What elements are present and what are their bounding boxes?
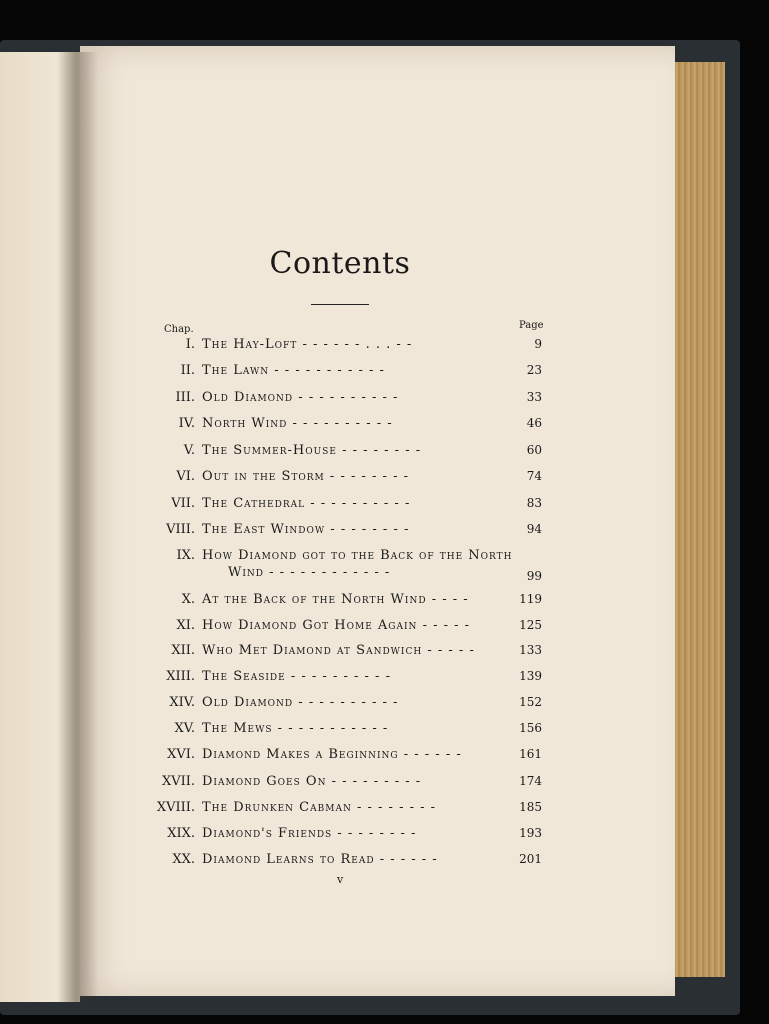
toc-page-number: 133 bbox=[519, 643, 542, 657]
toc-chapter-number: XVI. bbox=[167, 747, 195, 762]
toc-chapter-number: XV. bbox=[174, 721, 195, 736]
title-rule bbox=[311, 304, 369, 305]
toc-page-number: 94 bbox=[526, 522, 542, 536]
toc-chapter-number: III. bbox=[175, 390, 195, 405]
toc-chapter-title: At the Back of the North Wind - - - - bbox=[202, 592, 469, 607]
toc-row[interactable] bbox=[140, 496, 550, 518]
toc-page-number: 9 bbox=[534, 337, 542, 351]
toc-chapter-title: The Lawn - - - - - - - - - - - bbox=[202, 363, 385, 378]
toc-chapter-number: XI. bbox=[176, 618, 195, 633]
toc-chapter-number: II. bbox=[180, 363, 195, 378]
toc-page-number: 193 bbox=[519, 826, 542, 840]
toc-chapter-number: V. bbox=[183, 443, 195, 458]
page-folio: v bbox=[337, 873, 344, 886]
toc-chapter-number: X. bbox=[181, 592, 195, 607]
toc-row[interactable] bbox=[140, 592, 550, 614]
toc-row[interactable] bbox=[140, 721, 550, 743]
toc-row[interactable] bbox=[140, 548, 550, 592]
toc-chapter-number: VIII. bbox=[166, 522, 195, 537]
toc-page-number: 125 bbox=[519, 618, 542, 632]
toc-row[interactable] bbox=[140, 416, 550, 438]
toc-row[interactable] bbox=[140, 747, 550, 769]
book-gutter bbox=[58, 52, 98, 1002]
toc-page-number: 156 bbox=[519, 721, 542, 735]
toc-row[interactable] bbox=[140, 390, 550, 412]
toc-chapter-title: The Seaside - - - - - - - - - - bbox=[202, 669, 391, 684]
toc-chapter-title: Diamond Learns to Read - - - - - - bbox=[202, 852, 438, 867]
toc-row[interactable] bbox=[140, 469, 550, 491]
toc-row[interactable] bbox=[140, 618, 550, 640]
toc-chapter-number: XX. bbox=[172, 852, 195, 867]
toc-chapter-title: Who Met Diamond at Sandwich - - - - - bbox=[202, 643, 475, 658]
toc-chapter-title: Old Diamond - - - - - - - - - - bbox=[202, 695, 399, 710]
chap-header: Chap. bbox=[164, 324, 194, 335]
toc-page-number: 152 bbox=[519, 695, 542, 709]
toc-row[interactable] bbox=[140, 774, 550, 796]
page-edges bbox=[675, 62, 725, 977]
toc-chapter-title: Diamond Makes a Beginning - - - - - - bbox=[202, 747, 462, 762]
toc-page-number: 119 bbox=[519, 592, 542, 606]
toc-chapter-title: The Mews - - - - - - - - - - - bbox=[202, 721, 389, 736]
toc-page-number: 99 bbox=[526, 569, 542, 583]
toc-page-number: 83 bbox=[526, 496, 542, 510]
toc-chapter-title: How Diamond Got Home Again - - - - - bbox=[202, 618, 471, 633]
toc-chapter-title: Old Diamond - - - - - - - - - - bbox=[202, 390, 399, 405]
toc-row[interactable] bbox=[140, 852, 550, 874]
toc-row[interactable] bbox=[140, 363, 550, 385]
toc-chapter-number: VII. bbox=[171, 496, 195, 511]
toc-chapter-number: XVII. bbox=[161, 774, 195, 789]
toc-page-number: 33 bbox=[526, 390, 542, 404]
toc-row[interactable] bbox=[140, 522, 550, 544]
toc-chapter-title-continued: Wind - - - - - - - - - - - - bbox=[228, 565, 391, 580]
toc-row[interactable] bbox=[140, 695, 550, 717]
toc-chapter-number: XIV. bbox=[169, 695, 195, 710]
toc-chapter-title: North Wind - - - - - - - - - - bbox=[202, 416, 393, 431]
toc-row[interactable] bbox=[140, 443, 550, 465]
toc-chapter-title: The Drunken Cabman - - - - - - - - bbox=[202, 800, 437, 815]
toc-chapter-title: The Cathedral - - - - - - - - - - bbox=[202, 496, 411, 511]
toc-chapter-number: XVIII. bbox=[156, 800, 195, 815]
toc-page-number: 46 bbox=[526, 416, 542, 430]
toc-row[interactable] bbox=[140, 800, 550, 822]
toc-page-number: 74 bbox=[526, 469, 542, 483]
toc-chapter-number: IX. bbox=[176, 548, 195, 563]
toc-page-number: 23 bbox=[526, 363, 542, 377]
toc-chapter-number: XIX. bbox=[167, 826, 195, 841]
toc-page-number: 161 bbox=[519, 747, 542, 761]
toc-chapter-title: Diamond's Friends - - - - - - - - bbox=[202, 826, 417, 841]
toc-page-number: 60 bbox=[526, 443, 542, 457]
toc-page-number: 201 bbox=[519, 852, 542, 866]
toc-chapter-number: XII. bbox=[171, 643, 195, 658]
toc-chapter-title: How Diamond got to the Back of the North bbox=[202, 548, 513, 563]
toc-chapter-title: The East Window - - - - - - - - bbox=[202, 522, 410, 537]
page-header: Page bbox=[519, 320, 544, 331]
toc-page-number: 185 bbox=[519, 800, 542, 814]
toc-row[interactable] bbox=[140, 337, 550, 359]
toc-chapter-number: IV. bbox=[178, 416, 195, 431]
toc-page-number: 139 bbox=[519, 669, 542, 683]
toc-chapter-title: Out in the Storm - - - - - - - - bbox=[202, 469, 409, 484]
toc-page-number: 174 bbox=[519, 774, 542, 788]
toc-row[interactable] bbox=[140, 826, 550, 848]
toc-chapter-number: I. bbox=[185, 337, 195, 352]
toc-chapter-title: Diamond Goes On - - - - - - - - - bbox=[202, 774, 422, 789]
contents-title: Contents bbox=[269, 246, 411, 281]
toc-row[interactable] bbox=[140, 643, 550, 665]
toc-chapter-number: XIII. bbox=[166, 669, 195, 684]
toc-row[interactable] bbox=[140, 669, 550, 691]
toc-chapter-title: The Summer-House - - - - - - - - bbox=[202, 443, 422, 458]
toc-chapter-number: VI. bbox=[176, 469, 195, 484]
toc-chapter-title: The Hay-Loft - - - - - - . . . - - bbox=[202, 337, 413, 352]
